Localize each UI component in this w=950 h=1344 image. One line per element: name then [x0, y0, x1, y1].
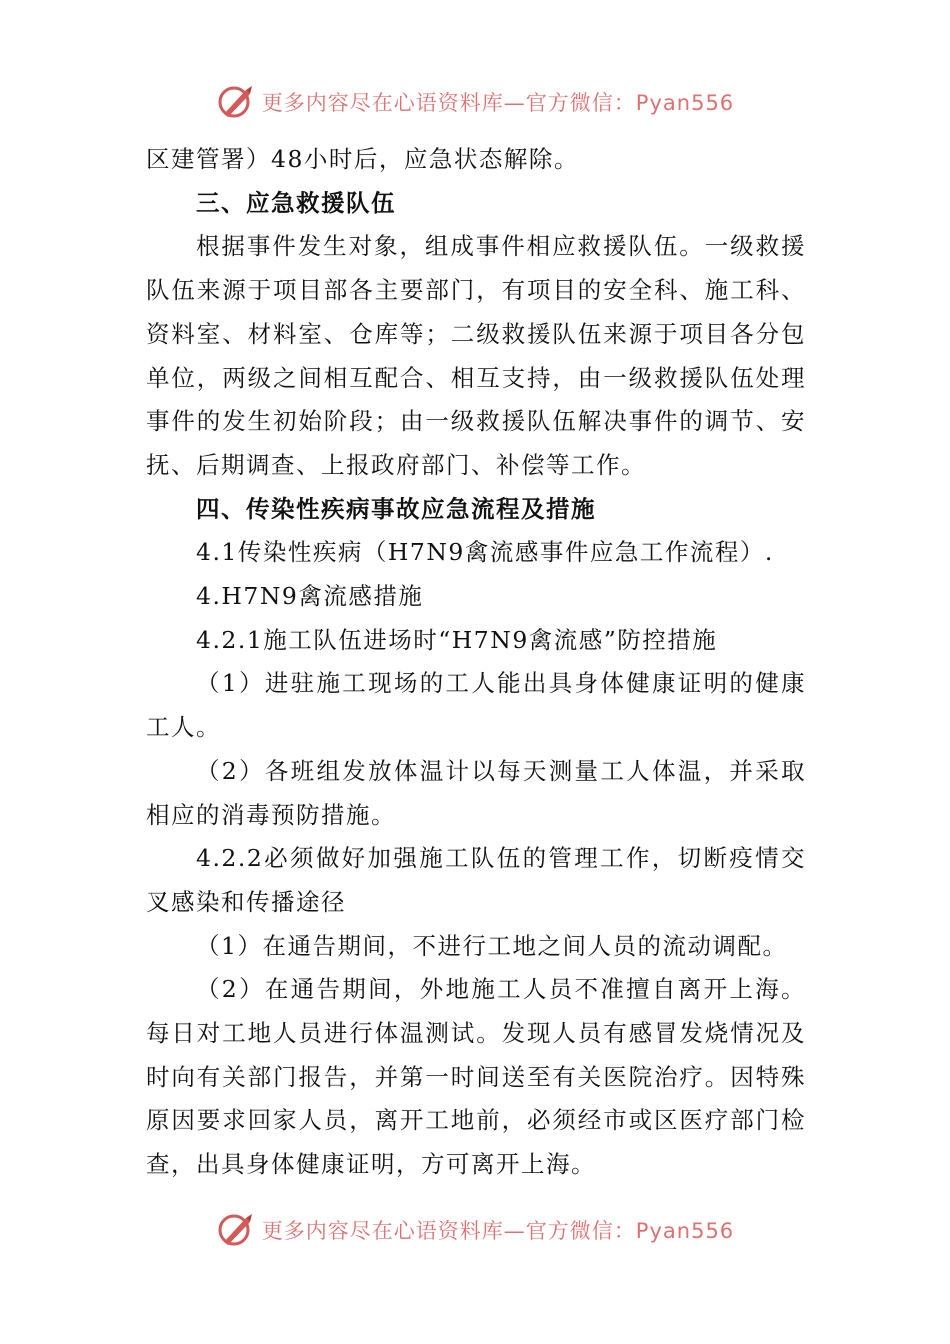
section-heading: 三、应急救援队伍 [196, 188, 396, 217]
paragraph: （1）进驻施工现场的工人能出具身体健康证明的健康工人。 [146, 669, 806, 742]
watermark-text: 更多内容尽在心语资料库—官方微信：Pyan556 [261, 91, 735, 115]
paragraph: （1）在通告期间，不进行工地之间人员的流动调配。 [196, 931, 788, 960]
pen-logo-icon [216, 1210, 256, 1250]
paragraph: （2）在通告期间，外地施工人员不准擅自离开上海。每日对工地人员进行体温测试。发现人员有感冒发烧情况及时向有关部门报告，并第一时间送至有关医院治疗。因特殊原因要求回家人员，离开工地前，必须经市或区医疗部门检查，出具身体健康证明，方可离开上海。 [146, 975, 806, 1179]
paragraph: （2）各班组发放体温计以每天测量工人体温，并采取相应的消毒预防措施。 [146, 756, 806, 829]
paragraph: 区建管署）48小时后，应急状态解除。 [146, 145, 579, 173]
paragraph: 4.2.2必须做好加强施工队伍的管理工作，切断疫情交叉感染和传播途径 [146, 844, 806, 916]
paragraph: 4.2.1施工队伍进场时“H7N9禽流感”防控措施 [196, 625, 718, 654]
section-heading: 四、传染性疾病事故应急流程及措施 [196, 494, 596, 523]
watermark-bottom [0, 1208, 950, 1252]
pen-logo-icon [216, 82, 256, 122]
paragraph: 根据事件发生对象，组成事件相应救援队伍。一级救援队伍来源于项目部各主要部门，有项目的安全科、施工科、资料室、材料室、仓库等；二级救援队伍来源于项目各分包单位，两级之间相互配合、相互支持，由一级救援队伍处理事件的发生初始阶段；由一级救援队伍解决事件的调节、安抚、后期调查、上报政府部门、补偿等工作。 [146, 232, 806, 479]
document-body [146, 138, 806, 1187]
paragraph: 4.H7N9禽流感措施 [196, 582, 424, 611]
watermark-text: 更多内容尽在心语资料库—官方微信：Pyan556 [261, 1219, 735, 1243]
watermark-top [0, 80, 950, 124]
paragraph: 4.1传染性疾病（H7N9禽流感事件应急工作流程）. [196, 538, 774, 567]
